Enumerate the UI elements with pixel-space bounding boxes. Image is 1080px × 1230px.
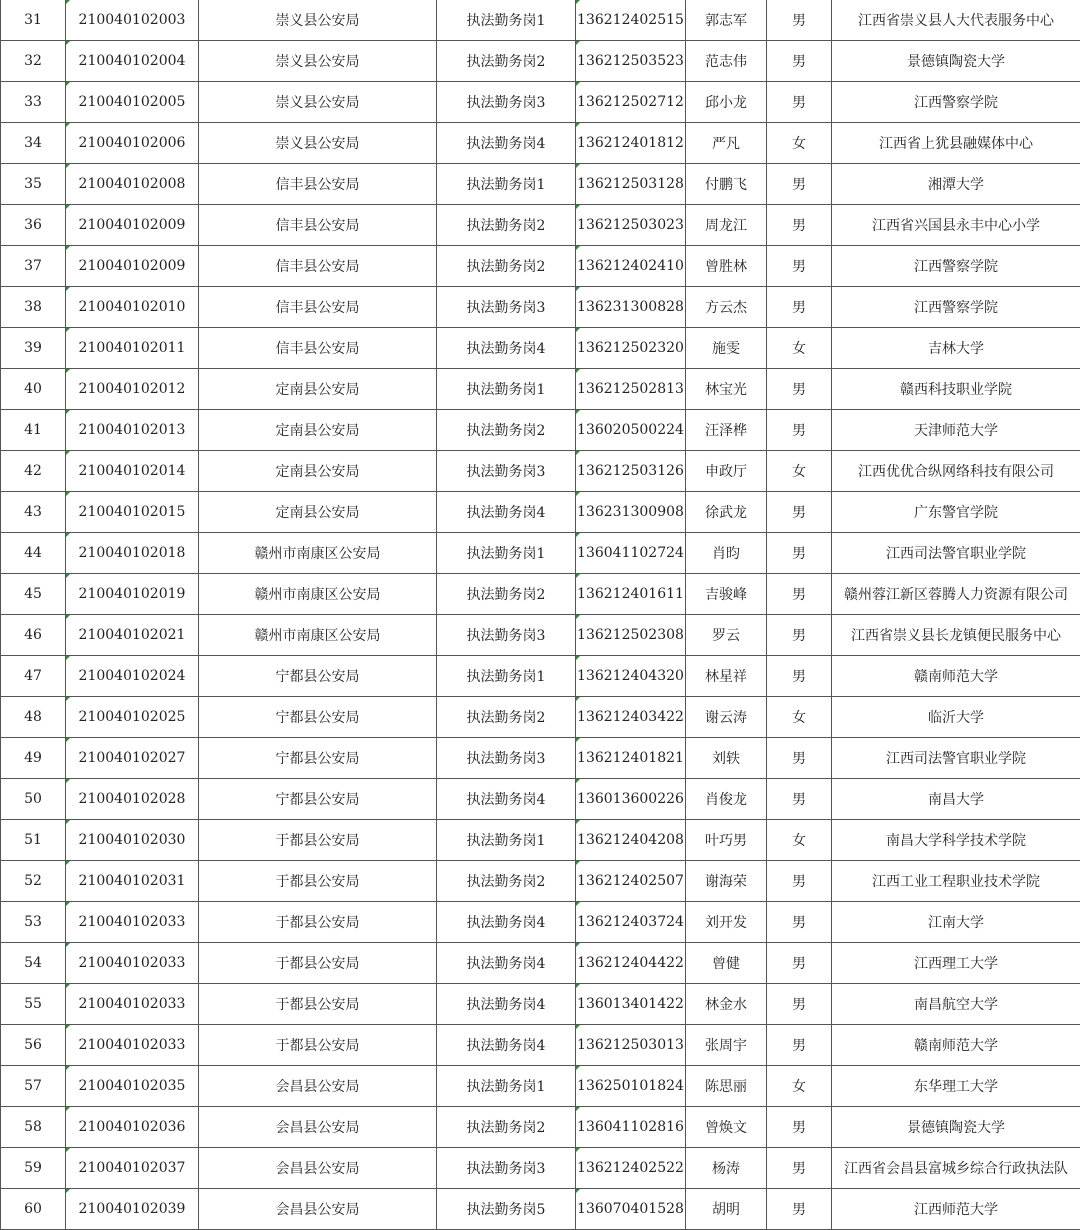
cell-candidate-name: 林金水 bbox=[686, 984, 767, 1025]
cell-gender: 男 bbox=[767, 287, 832, 328]
cell-work-unit: 赣南师范大学 bbox=[832, 656, 1080, 697]
cell-candidate-name: 杨涛 bbox=[686, 1148, 767, 1189]
cell-ticket-number: 136212503013 bbox=[576, 1025, 686, 1066]
cell-post-name: 执法勤务岗3 bbox=[437, 287, 576, 328]
table-row bbox=[1, 369, 1080, 410]
cell-hiring-unit: 崇义县公安局 bbox=[199, 41, 437, 82]
cell-index: 31 bbox=[1, 0, 66, 41]
cell-hiring-unit: 宁都县公安局 bbox=[199, 779, 437, 820]
cell-post-name: 执法勤务岗4 bbox=[437, 779, 576, 820]
cell-work-unit: 赣南师范大学 bbox=[832, 1025, 1080, 1066]
cell-ticket-number: 136231300828 bbox=[576, 287, 686, 328]
cell-position-code: 210040102008 bbox=[66, 164, 199, 205]
cell-position-code: 210040102004 bbox=[66, 41, 199, 82]
cell-gender: 男 bbox=[767, 369, 832, 410]
cell-index: 58 bbox=[1, 1107, 66, 1148]
cell-post-name: 执法勤务岗3 bbox=[437, 615, 576, 656]
cell-work-unit: 江西理工大学 bbox=[832, 943, 1080, 984]
cell-hiring-unit: 于都县公安局 bbox=[199, 820, 437, 861]
cell-hiring-unit: 崇义县公安局 bbox=[199, 0, 437, 41]
cell-candidate-name: 施雯 bbox=[686, 328, 767, 369]
cell-work-unit: 江西师范大学 bbox=[832, 1189, 1080, 1230]
cell-index: 50 bbox=[1, 779, 66, 820]
cell-hiring-unit: 于都县公安局 bbox=[199, 902, 437, 943]
cell-position-code: 210040102005 bbox=[66, 82, 199, 123]
cell-hiring-unit: 赣州市南康区公安局 bbox=[199, 574, 437, 615]
cell-candidate-name: 严凡 bbox=[686, 123, 767, 164]
cell-post-name: 执法勤务岗1 bbox=[437, 0, 576, 41]
cell-position-code: 210040102009 bbox=[66, 246, 199, 287]
cell-position-code: 210040102021 bbox=[66, 615, 199, 656]
cell-hiring-unit: 信丰县公安局 bbox=[199, 328, 437, 369]
cell-position-code: 210040102030 bbox=[66, 820, 199, 861]
table-row bbox=[1, 205, 1080, 246]
cell-position-code: 210040102009 bbox=[66, 205, 199, 246]
table-row bbox=[1, 861, 1080, 902]
cell-post-name: 执法勤务岗3 bbox=[437, 738, 576, 779]
cell-work-unit: 东华理工大学 bbox=[832, 1066, 1080, 1107]
table-row bbox=[1, 164, 1080, 205]
cell-ticket-number: 136212403422 bbox=[576, 697, 686, 738]
cell-hiring-unit: 宁都县公安局 bbox=[199, 697, 437, 738]
cell-hiring-unit: 会昌县公安局 bbox=[199, 1107, 437, 1148]
table-row bbox=[1, 943, 1080, 984]
cell-ticket-number: 136020500224 bbox=[576, 410, 686, 451]
cell-ticket-number: 136212402515 bbox=[576, 0, 686, 41]
cell-ticket-number: 136070401528 bbox=[576, 1189, 686, 1230]
cell-candidate-name: 张周宇 bbox=[686, 1025, 767, 1066]
cell-index: 41 bbox=[1, 410, 66, 451]
cell-position-code: 210040102024 bbox=[66, 656, 199, 697]
cell-position-code: 210040102028 bbox=[66, 779, 199, 820]
cell-position-code: 210040102015 bbox=[66, 492, 199, 533]
cell-index: 36 bbox=[1, 205, 66, 246]
cell-gender: 男 bbox=[767, 164, 832, 205]
cell-post-name: 执法勤务岗2 bbox=[437, 410, 576, 451]
cell-hiring-unit: 赣州市南康区公安局 bbox=[199, 533, 437, 574]
cell-index: 37 bbox=[1, 246, 66, 287]
cell-position-code: 210040102018 bbox=[66, 533, 199, 574]
cell-ticket-number: 136212402410 bbox=[576, 246, 686, 287]
cell-gender: 男 bbox=[767, 615, 832, 656]
cell-candidate-name: 方云杰 bbox=[686, 287, 767, 328]
table-row bbox=[1, 492, 1080, 533]
cell-index: 39 bbox=[1, 328, 66, 369]
cell-position-code: 210040102031 bbox=[66, 861, 199, 902]
cell-hiring-unit: 会昌县公安局 bbox=[199, 1066, 437, 1107]
cell-index: 56 bbox=[1, 1025, 66, 1066]
cell-gender: 男 bbox=[767, 574, 832, 615]
cell-position-code: 210040102025 bbox=[66, 697, 199, 738]
cell-work-unit: 吉林大学 bbox=[832, 328, 1080, 369]
cell-position-code: 210040102033 bbox=[66, 902, 199, 943]
cell-gender: 男 bbox=[767, 492, 832, 533]
table-row bbox=[1, 123, 1080, 164]
cell-work-unit: 江西省崇义县长龙镇便民服务中心 bbox=[832, 615, 1080, 656]
cell-gender: 女 bbox=[767, 123, 832, 164]
cell-candidate-name: 付鹏飞 bbox=[686, 164, 767, 205]
cell-index: 38 bbox=[1, 287, 66, 328]
cell-position-code: 210040102010 bbox=[66, 287, 199, 328]
cell-work-unit: 江西警察学院 bbox=[832, 82, 1080, 123]
cell-post-name: 执法勤务岗4 bbox=[437, 943, 576, 984]
cell-index: 34 bbox=[1, 123, 66, 164]
cell-work-unit: 江西司法警官职业学院 bbox=[832, 738, 1080, 779]
cell-position-code: 210040102012 bbox=[66, 369, 199, 410]
cell-ticket-number: 136250101824 bbox=[576, 1066, 686, 1107]
cell-work-unit: 南昌航空大学 bbox=[832, 984, 1080, 1025]
cell-work-unit: 湘潭大学 bbox=[832, 164, 1080, 205]
cell-index: 53 bbox=[1, 902, 66, 943]
table-row bbox=[1, 656, 1080, 697]
cell-hiring-unit: 于都县公安局 bbox=[199, 984, 437, 1025]
cell-post-name: 执法勤务岗1 bbox=[437, 533, 576, 574]
cell-index: 57 bbox=[1, 1066, 66, 1107]
cell-gender: 男 bbox=[767, 205, 832, 246]
cell-candidate-name: 曾健 bbox=[686, 943, 767, 984]
cell-post-name: 执法勤务岗3 bbox=[437, 1148, 576, 1189]
cell-candidate-name: 叶巧男 bbox=[686, 820, 767, 861]
cell-candidate-name: 范志伟 bbox=[686, 41, 767, 82]
cell-gender: 女 bbox=[767, 328, 832, 369]
cell-hiring-unit: 宁都县公安局 bbox=[199, 738, 437, 779]
cell-candidate-name: 林星祥 bbox=[686, 656, 767, 697]
cell-gender: 女 bbox=[767, 697, 832, 738]
cell-work-unit: 赣西科技职业学院 bbox=[832, 369, 1080, 410]
cell-hiring-unit: 信丰县公安局 bbox=[199, 164, 437, 205]
cell-post-name: 执法勤务岗2 bbox=[437, 1107, 576, 1148]
cell-candidate-name: 曾胜林 bbox=[686, 246, 767, 287]
cell-candidate-name: 陈思丽 bbox=[686, 1066, 767, 1107]
cell-index: 48 bbox=[1, 697, 66, 738]
cell-hiring-unit: 定南县公安局 bbox=[199, 492, 437, 533]
cell-gender: 男 bbox=[767, 1025, 832, 1066]
cell-post-name: 执法勤务岗4 bbox=[437, 1025, 576, 1066]
cell-candidate-name: 胡明 bbox=[686, 1189, 767, 1230]
table-row bbox=[1, 697, 1080, 738]
cell-ticket-number: 136212404422 bbox=[576, 943, 686, 984]
cell-index: 59 bbox=[1, 1148, 66, 1189]
cell-gender: 男 bbox=[767, 1107, 832, 1148]
cell-gender: 男 bbox=[767, 1189, 832, 1230]
cell-work-unit: 赣州蓉江新区蓉腾人力资源有限公司 bbox=[832, 574, 1080, 615]
cell-gender: 男 bbox=[767, 41, 832, 82]
cell-index: 32 bbox=[1, 41, 66, 82]
cell-ticket-number: 136041102724 bbox=[576, 533, 686, 574]
cell-hiring-unit: 定南县公安局 bbox=[199, 369, 437, 410]
cell-hiring-unit: 定南县公安局 bbox=[199, 451, 437, 492]
cell-position-code: 210040102019 bbox=[66, 574, 199, 615]
cell-gender: 男 bbox=[767, 738, 832, 779]
cell-candidate-name: 罗云 bbox=[686, 615, 767, 656]
cell-ticket-number: 136212502308 bbox=[576, 615, 686, 656]
cell-position-code: 210040102037 bbox=[66, 1148, 199, 1189]
cell-ticket-number: 136212503128 bbox=[576, 164, 686, 205]
cell-position-code: 210040102033 bbox=[66, 984, 199, 1025]
cell-position-code: 210040102039 bbox=[66, 1189, 199, 1230]
cell-hiring-unit: 会昌县公安局 bbox=[199, 1148, 437, 1189]
table-row bbox=[1, 0, 1080, 41]
cell-post-name: 执法勤务岗2 bbox=[437, 861, 576, 902]
cell-index: 35 bbox=[1, 164, 66, 205]
cell-post-name: 执法勤务岗1 bbox=[437, 369, 576, 410]
cell-position-code: 210040102013 bbox=[66, 410, 199, 451]
cell-ticket-number: 136212404208 bbox=[576, 820, 686, 861]
cell-hiring-unit: 信丰县公安局 bbox=[199, 287, 437, 328]
cell-post-name: 执法勤务岗4 bbox=[437, 984, 576, 1025]
cell-work-unit: 南昌大学科学技术学院 bbox=[832, 820, 1080, 861]
cell-gender: 男 bbox=[767, 82, 832, 123]
table-row bbox=[1, 451, 1080, 492]
cell-hiring-unit: 于都县公安局 bbox=[199, 861, 437, 902]
cell-candidate-name: 林宝光 bbox=[686, 369, 767, 410]
cell-post-name: 执法勤务岗1 bbox=[437, 164, 576, 205]
cell-candidate-name: 吉骏峰 bbox=[686, 574, 767, 615]
cell-work-unit: 江西工业工程职业技术学院 bbox=[832, 861, 1080, 902]
cell-post-name: 执法勤务岗4 bbox=[437, 123, 576, 164]
cell-ticket-number: 136212401611 bbox=[576, 574, 686, 615]
cell-gender: 女 bbox=[767, 820, 832, 861]
table-row bbox=[1, 1066, 1080, 1107]
cell-gender: 男 bbox=[767, 410, 832, 451]
cell-candidate-name: 徐武龙 bbox=[686, 492, 767, 533]
table-row bbox=[1, 615, 1080, 656]
table-row bbox=[1, 287, 1080, 328]
cell-index: 40 bbox=[1, 369, 66, 410]
cell-hiring-unit: 赣州市南康区公安局 bbox=[199, 615, 437, 656]
cell-post-name: 执法勤务岗1 bbox=[437, 820, 576, 861]
cell-ticket-number: 136212503126 bbox=[576, 451, 686, 492]
cell-gender: 男 bbox=[767, 656, 832, 697]
cell-hiring-unit: 宁都县公安局 bbox=[199, 656, 437, 697]
table-row bbox=[1, 410, 1080, 451]
cell-post-name: 执法勤务岗2 bbox=[437, 697, 576, 738]
cell-candidate-name: 谢海荣 bbox=[686, 861, 767, 902]
cell-work-unit: 江西省兴国县永丰中心小学 bbox=[832, 205, 1080, 246]
cell-ticket-number: 136041102816 bbox=[576, 1107, 686, 1148]
cell-index: 55 bbox=[1, 984, 66, 1025]
cell-index: 51 bbox=[1, 820, 66, 861]
cell-hiring-unit: 信丰县公安局 bbox=[199, 205, 437, 246]
cell-gender: 女 bbox=[767, 1066, 832, 1107]
cell-ticket-number: 136212503023 bbox=[576, 205, 686, 246]
cell-position-code: 210040102027 bbox=[66, 738, 199, 779]
cell-gender: 男 bbox=[767, 0, 832, 41]
table-row bbox=[1, 779, 1080, 820]
cell-position-code: 210040102003 bbox=[66, 0, 199, 41]
cell-candidate-name: 谢云涛 bbox=[686, 697, 767, 738]
table-row bbox=[1, 574, 1080, 615]
cell-post-name: 执法勤务岗1 bbox=[437, 656, 576, 697]
cell-work-unit: 广东警官学院 bbox=[832, 492, 1080, 533]
cell-index: 60 bbox=[1, 1189, 66, 1230]
cell-candidate-name: 邱小龙 bbox=[686, 82, 767, 123]
cell-hiring-unit: 崇义县公安局 bbox=[199, 82, 437, 123]
cell-ticket-number: 136212502813 bbox=[576, 369, 686, 410]
table-row bbox=[1, 1025, 1080, 1066]
cell-post-name: 执法勤务岗5 bbox=[437, 1189, 576, 1230]
cell-position-code: 210040102035 bbox=[66, 1066, 199, 1107]
cell-work-unit: 江西警察学院 bbox=[832, 246, 1080, 287]
cell-post-name: 执法勤务岗4 bbox=[437, 492, 576, 533]
cell-ticket-number: 136212401812 bbox=[576, 123, 686, 164]
cell-ticket-number: 136013401422 bbox=[576, 984, 686, 1025]
table-row bbox=[1, 1107, 1080, 1148]
table-body bbox=[1, 0, 1080, 1230]
cell-gender: 女 bbox=[767, 451, 832, 492]
cell-index: 43 bbox=[1, 492, 66, 533]
cell-gender: 男 bbox=[767, 1148, 832, 1189]
cell-post-name: 执法勤务岗2 bbox=[437, 246, 576, 287]
table-row bbox=[1, 41, 1080, 82]
cell-index: 54 bbox=[1, 943, 66, 984]
cell-post-name: 执法勤务岗2 bbox=[437, 574, 576, 615]
cell-post-name: 执法勤务岗4 bbox=[437, 328, 576, 369]
cell-work-unit: 景德镇陶瓷大学 bbox=[832, 1107, 1080, 1148]
cell-gender: 男 bbox=[767, 943, 832, 984]
cell-gender: 男 bbox=[767, 779, 832, 820]
cell-candidate-name: 刘轶 bbox=[686, 738, 767, 779]
cell-position-code: 210040102006 bbox=[66, 123, 199, 164]
cell-work-unit: 江西省上犹县融媒体中心 bbox=[832, 123, 1080, 164]
cell-index: 49 bbox=[1, 738, 66, 779]
cell-hiring-unit: 信丰县公安局 bbox=[199, 246, 437, 287]
cell-ticket-number: 136212403724 bbox=[576, 902, 686, 943]
cell-ticket-number: 136212503523 bbox=[576, 41, 686, 82]
cell-hiring-unit: 定南县公安局 bbox=[199, 410, 437, 451]
cell-work-unit: 江西优优合纵网络科技有限公司 bbox=[832, 451, 1080, 492]
table-row bbox=[1, 82, 1080, 123]
cell-index: 47 bbox=[1, 656, 66, 697]
cell-position-code: 210040102033 bbox=[66, 1025, 199, 1066]
table-row bbox=[1, 738, 1080, 779]
cell-candidate-name: 申政厅 bbox=[686, 451, 767, 492]
cell-post-name: 执法勤务岗4 bbox=[437, 902, 576, 943]
cell-post-name: 执法勤务岗2 bbox=[437, 205, 576, 246]
cell-candidate-name: 肖俊龙 bbox=[686, 779, 767, 820]
cell-gender: 男 bbox=[767, 902, 832, 943]
cell-ticket-number: 136013600226 bbox=[576, 779, 686, 820]
cell-gender: 男 bbox=[767, 246, 832, 287]
cell-post-name: 执法勤务岗1 bbox=[437, 1066, 576, 1107]
table-row bbox=[1, 328, 1080, 369]
table-row bbox=[1, 1148, 1080, 1189]
cell-hiring-unit: 于都县公安局 bbox=[199, 1025, 437, 1066]
table-row bbox=[1, 1189, 1080, 1230]
cell-hiring-unit: 崇义县公安局 bbox=[199, 123, 437, 164]
cell-index: 45 bbox=[1, 574, 66, 615]
cell-ticket-number: 136212404320 bbox=[576, 656, 686, 697]
cell-work-unit: 景德镇陶瓷大学 bbox=[832, 41, 1080, 82]
cell-index: 44 bbox=[1, 533, 66, 574]
cell-index: 42 bbox=[1, 451, 66, 492]
cell-work-unit: 江西警察学院 bbox=[832, 287, 1080, 328]
cell-ticket-number: 136212502712 bbox=[576, 82, 686, 123]
table-row bbox=[1, 246, 1080, 287]
cell-work-unit: 江西司法警官职业学院 bbox=[832, 533, 1080, 574]
cell-work-unit: 江西省会昌县富城乡综合行政执法队 bbox=[832, 1148, 1080, 1189]
cell-index: 33 bbox=[1, 82, 66, 123]
cell-hiring-unit: 会昌县公安局 bbox=[199, 1189, 437, 1230]
cell-candidate-name: 郭志军 bbox=[686, 0, 767, 41]
cell-ticket-number: 136212401821 bbox=[576, 738, 686, 779]
cell-candidate-name: 周龙江 bbox=[686, 205, 767, 246]
cell-position-code: 210040102036 bbox=[66, 1107, 199, 1148]
table-row bbox=[1, 820, 1080, 861]
table-row bbox=[1, 902, 1080, 943]
cell-ticket-number: 136212402522 bbox=[576, 1148, 686, 1189]
cell-gender: 男 bbox=[767, 861, 832, 902]
cell-work-unit: 天津师范大学 bbox=[832, 410, 1080, 451]
cell-position-code: 210040102033 bbox=[66, 943, 199, 984]
cell-position-code: 210040102014 bbox=[66, 451, 199, 492]
cell-index: 52 bbox=[1, 861, 66, 902]
cell-candidate-name: 曾焕文 bbox=[686, 1107, 767, 1148]
cell-gender: 男 bbox=[767, 984, 832, 1025]
table-row bbox=[1, 984, 1080, 1025]
cell-work-unit: 江西省崇义县人大代表服务中心 bbox=[832, 0, 1080, 41]
cell-ticket-number: 136212502320 bbox=[576, 328, 686, 369]
cell-post-name: 执法勤务岗3 bbox=[437, 82, 576, 123]
cell-index: 46 bbox=[1, 615, 66, 656]
cell-post-name: 执法勤务岗3 bbox=[437, 451, 576, 492]
cell-gender: 男 bbox=[767, 533, 832, 574]
cell-work-unit: 临沂大学 bbox=[832, 697, 1080, 738]
cell-post-name: 执法勤务岗2 bbox=[437, 41, 576, 82]
cell-ticket-number: 136231300908 bbox=[576, 492, 686, 533]
cell-work-unit: 南昌大学 bbox=[832, 779, 1080, 820]
table-row bbox=[1, 533, 1080, 574]
cell-candidate-name: 肖昀 bbox=[686, 533, 767, 574]
cell-ticket-number: 136212402507 bbox=[576, 861, 686, 902]
cell-hiring-unit: 于都县公安局 bbox=[199, 943, 437, 984]
cell-work-unit: 江南大学 bbox=[832, 902, 1080, 943]
cell-position-code: 210040102011 bbox=[66, 328, 199, 369]
cell-candidate-name: 刘开发 bbox=[686, 902, 767, 943]
cell-candidate-name: 汪泽桦 bbox=[686, 410, 767, 451]
